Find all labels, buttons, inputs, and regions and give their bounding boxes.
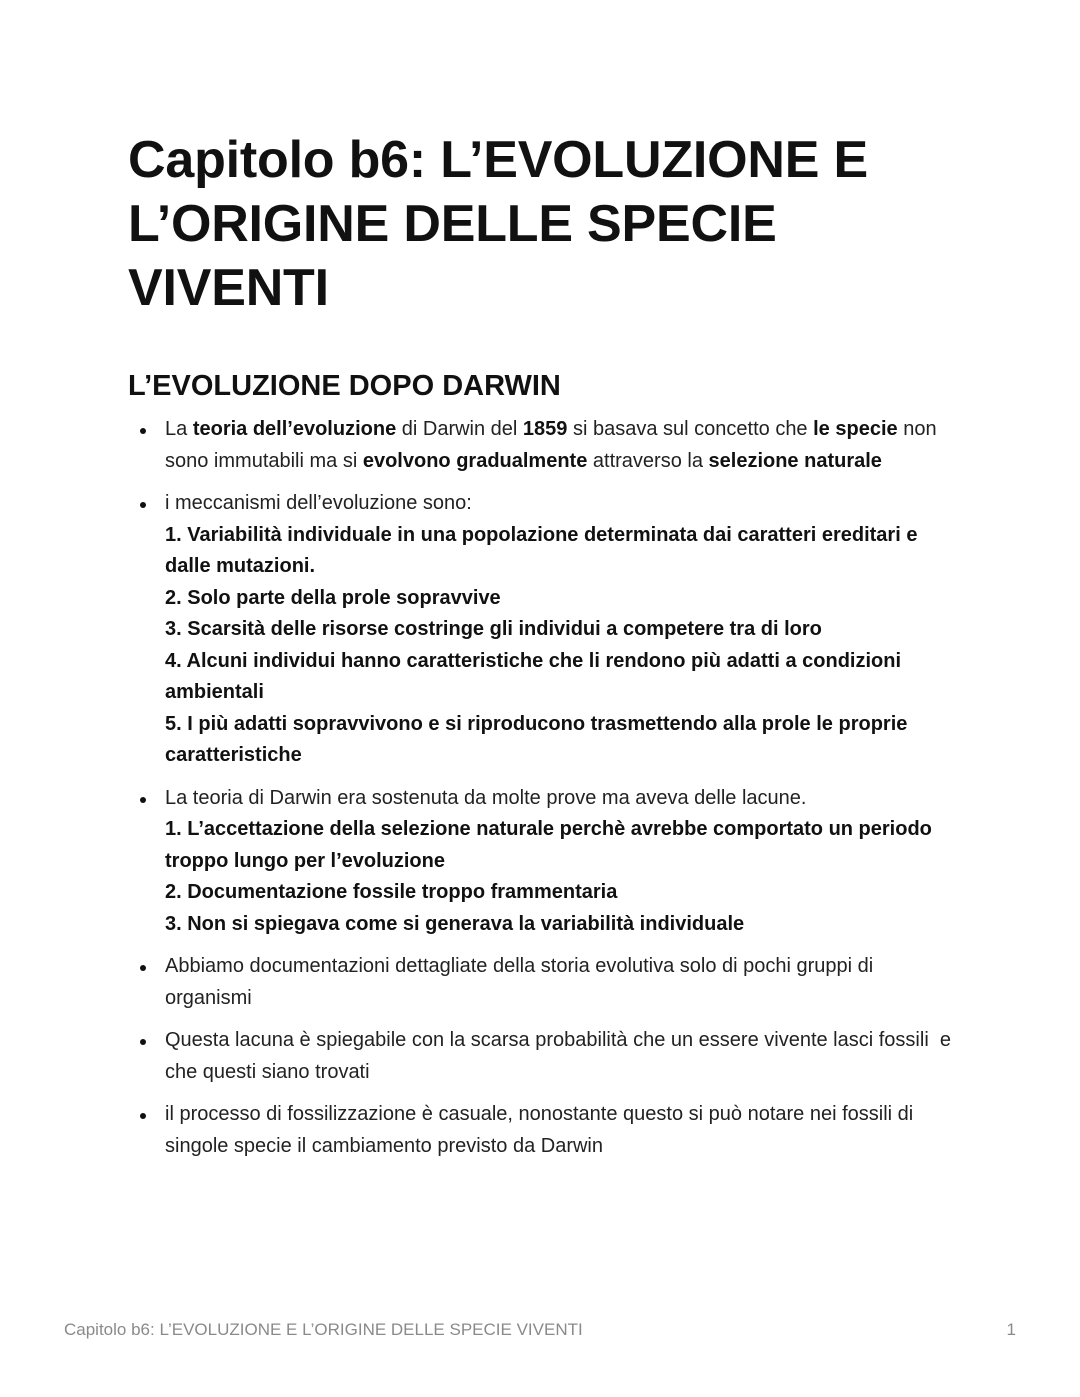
list-item: [128, 414, 958, 477]
text-run: di Darwin del: [396, 418, 523, 440]
bold-text: selezione naturale: [708, 449, 882, 472]
numbered-item: 1. L’accettazione della selezione naturale perchè avrebbe comportato un periodo troppo lungo per l’evoluzione: [165, 818, 932, 872]
bullet-icon: [140, 1113, 146, 1119]
numbered-item: 3. Scarsità delle risorse costringe gli individui a competere tra di loro: [165, 618, 822, 640]
bullet-icon: [140, 797, 146, 803]
list-item: [128, 1099, 958, 1162]
bullet-icon: [140, 428, 146, 434]
numbered-item: 3. Non si spiegava come si generava la variabilità individuale: [165, 912, 745, 935]
numbered-item: 5. I più adatti sopravvivono e si riproducono trasmettendo alla prole le proprie caratteristiche: [165, 712, 908, 766]
numbered-item: 1. Variabilità individuale in una popolazione determinata dai caratteri ereditari e dalle mutazioni.: [165, 523, 918, 577]
bullet-icon: [140, 1039, 146, 1045]
page-number: 1: [1006, 1320, 1016, 1339]
footer-title: Capitolo b6: L’EVOLUZIONE E L’ORIGINE DELLE SPECIE VIVENTI: [64, 1320, 583, 1339]
numbered-item: 2. Solo parte della prole sopravvive: [165, 586, 501, 609]
bold-text: 1859: [522, 418, 568, 440]
text-run: non sono immutabili ma si: [165, 418, 937, 472]
list-item-text: Abbiamo documentazioni dettagliate della storia evolutiva solo di pochi gruppi di organismi: [165, 955, 874, 1009]
list-item: [128, 783, 958, 941]
text-run: La: [165, 418, 193, 440]
page-footer: [64, 1318, 1016, 1342]
document-page: [128, 128, 958, 1173]
list-item-text: il processo di fossilizzazione è casuale, nonostante questo si può notare nei fossili di singole specie il cambiamento previsto da Darwin: [165, 1103, 914, 1157]
bullet-list: [128, 414, 958, 1162]
list-item: [128, 951, 958, 1014]
section-heading: L’EVOLUZIONE DOPO DARWIN: [128, 370, 561, 402]
bold-text: evolvono gradualmente: [362, 449, 588, 472]
list-item: [128, 1025, 958, 1088]
text-run: attraverso la: [587, 449, 709, 472]
bold-text: le specie: [813, 418, 898, 440]
numbered-list: [165, 520, 958, 772]
bold-text: teoria dell’evoluzione: [192, 418, 397, 440]
list-item-intro: La teoria di Darwin era sostenuta da molte prove ma aveva delle lacune.: [165, 786, 807, 809]
bullet-icon: [140, 965, 146, 971]
list-item: [128, 488, 958, 772]
numbered-item: 4. Alcuni individui hanno caratteristiche che li rendono più adatti a condizioni ambientali: [165, 649, 902, 703]
bullet-icon: [140, 502, 146, 508]
list-item-intro: i meccanismi dell’evoluzione sono:: [165, 492, 472, 514]
text-run: si basava sul concetto che: [567, 418, 814, 440]
list-item-text: Questa lacuna è spiegabile con la scarsa probabilità che un essere vivente lasci fossili e che questi siano trovati: [165, 1029, 957, 1083]
numbered-item: 2. Documentazione fossile troppo frammentaria: [165, 881, 618, 903]
page-title: Capitolo b6: L’EVOLUZIONE E L’ORIGINE DELLE SPECIE VIVENTI: [128, 131, 868, 317]
numbered-list: [165, 814, 958, 940]
